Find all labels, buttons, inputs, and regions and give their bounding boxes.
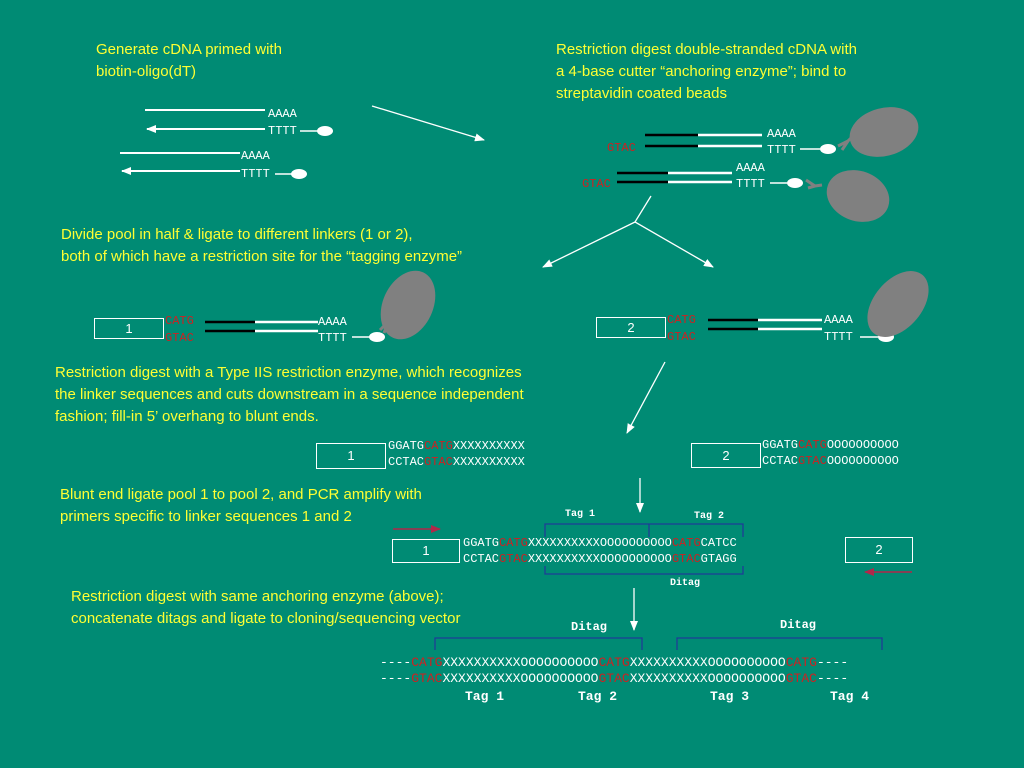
ditag-bracket-bottom bbox=[545, 566, 743, 574]
polyt-label: TTTT bbox=[241, 167, 270, 181]
caption-step4: Restriction digest with a Type IIS restriction enzyme, which recognizes the linker sequences and cuts downstream in a sequence independent fashion; fill-in 5’ overhang to blunt ends. bbox=[55, 364, 524, 425]
split-arrows bbox=[543, 196, 713, 267]
cdna-molecule-2 bbox=[120, 153, 307, 179]
linker-2-box: 2 bbox=[691, 443, 761, 468]
polya-label: AAAA bbox=[736, 161, 765, 175]
caption-step2: Restriction digest double-stranded cDNA with a 4-base cutter “anchoring enzyme”; bind to streptavidin coated beads bbox=[556, 41, 857, 102]
gtac-site-label: GTAC bbox=[667, 330, 696, 344]
polya-label: AAAA bbox=[318, 315, 347, 329]
polyt-label: TTTT bbox=[736, 177, 765, 191]
catg-site-label: CATG bbox=[667, 313, 696, 327]
linker-2-box: 2 bbox=[596, 317, 666, 338]
polyt-label: TTTT bbox=[268, 124, 297, 138]
caption-step3: Divide pool in half & ligate to different linkers (1 or 2), both of which have a restriction site for the “tagging enzyme” bbox=[61, 226, 463, 265]
ditag-label: Ditag bbox=[780, 618, 817, 632]
polya-label: AAAA bbox=[241, 149, 270, 163]
tag-2-label: Tag 2 bbox=[694, 511, 725, 522]
biotin-icon bbox=[317, 126, 333, 136]
streptavidin-bead-icon bbox=[844, 100, 924, 164]
polyt-label: TTTT bbox=[767, 143, 796, 157]
linker-1-box: 1 bbox=[316, 443, 386, 469]
gtac-site-label: GTAC bbox=[582, 177, 611, 191]
tag-4-label: Tag 4 bbox=[830, 689, 870, 704]
streptavidin-bead-icon bbox=[819, 162, 896, 231]
streptavidin-bead-icon bbox=[855, 259, 941, 348]
pool1-sequence: GGATGCATGXXXXXXXXXX CCTACGTACXXXXXXXXXX bbox=[388, 439, 525, 469]
biotin-icon bbox=[291, 169, 307, 179]
gtac-site-label: GTAC bbox=[165, 331, 194, 345]
ditag-label: Ditag bbox=[670, 578, 701, 589]
polya-label: AAAA bbox=[767, 127, 796, 141]
polyt-label: TTTT bbox=[824, 330, 853, 344]
catg-site-label: CATG bbox=[165, 314, 194, 328]
caption-step6: Restriction digest with same anchoring enzyme (above); concatenate ditags and ligate to cloning/sequencing vector bbox=[71, 588, 461, 627]
arrow-step3-to-step4 bbox=[627, 362, 665, 433]
cdna-molecule-1 bbox=[145, 110, 333, 136]
polya-label: AAAA bbox=[268, 107, 297, 121]
tag-3-label: Tag 3 bbox=[710, 689, 750, 704]
arrow-step1-to-step2 bbox=[372, 106, 484, 140]
linker-1-box: 1 bbox=[94, 318, 164, 339]
linker-2-box: 2 bbox=[845, 537, 913, 563]
ditag-label: Ditag bbox=[571, 620, 608, 634]
ditag-sequence: GGATGCATGXXXXXXXXXXOOOOOOOOOOCATGCATCC CCTACGTACXXXXXXXXXXOOOOOOOOOOGTACGTAGG bbox=[463, 536, 737, 566]
tag-1-label: Tag 1 bbox=[565, 509, 596, 520]
concatemer-sequence: ----CATGXXXXXXXXXXOOOOOOOOOOCATGXXXXXXXXXXOOOOOOOOOOCATG---- ----GTACXXXXXXXXXXOOOOOOOOOOGTACXXXXXXXXXXOOOOOOOOOOGTAC---- bbox=[380, 655, 849, 686]
caption-step5: Blunt end ligate pool 1 to pool 2, and PCR amplify with primers specific to linker sequences 1 and 2 bbox=[60, 486, 422, 525]
ditag-bracket-2 bbox=[677, 638, 882, 650]
pool2-sequence: GGATGCATGOOOOOOOOOO CCTACGTACOOOOOOOOOO bbox=[762, 438, 899, 468]
linker-1-box: 1 bbox=[392, 539, 460, 563]
tag-2-label: Tag 2 bbox=[578, 689, 618, 704]
caption-step1: Generate cDNA primed with biotin-oligo(dT) bbox=[96, 41, 282, 80]
gtac-site-label: GTAC bbox=[607, 141, 636, 155]
tag-1-label: Tag 1 bbox=[465, 689, 505, 704]
polya-label: AAAA bbox=[824, 313, 853, 327]
ditag-bracket-1 bbox=[435, 638, 642, 650]
polyt-label: TTTT bbox=[318, 331, 347, 345]
